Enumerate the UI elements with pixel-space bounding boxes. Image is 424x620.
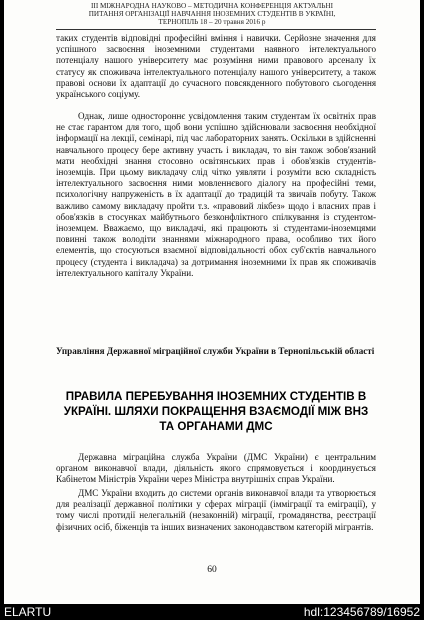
- repository-footer: [0, 604, 424, 620]
- body-paragraph-1: таких студентів відповідні професійні вміння і навички. Серйозне значення для успішного засвоєння іноземними студентами наявного інтелектуального потенціалу нашого університету має розуміння ними правового арсеналу їх статусу як споживача інтелектуального потенціалу нашого університету, а також правові основи їх адаптації до сучасного повсякденного побутового сьогодення українського соціуму.: [56, 33, 376, 100]
- author-affiliation: Управління Державної міграційної служби України в Тернопільській області: [56, 346, 375, 356]
- body-paragraph-2: Однак, лише одностороннє усвідомлення таким студентам їх освітніх прав не стає гарантом для того, щоб вони успішно здійснювали засвоєння необхідної інформації на лекції, семінарі, під час лабораторних занять. Оскільки в здійсненні навчального процесу бере активну участь і викладач, то він також зобов'язаний мати необхідні знання стосовно освітянських прав і обов'язків студентів-іноземців. При цьому викладачу слід чітко уявляти і розуміти всю складність інтелектуального засвоєння ними мовленнєвого діалогу на професійні теми, психологічну напруженість в їх адаптації до традицій та звичаїв побуту. Також важливо самому викладачу пройти т.з. «правовий лікбез» щодо і власних прав і обов'язків в стосунках майбутнього безконфліктного спілкування із студентом-іноземцем. Вважаємо, що викладачі, які працюють зі студентами-іноземцями повинні також володіти знаннями міжнародного права, особливо тих його елементів, що стосуються взаємної відповідальності обох суб'єктів навчального процесу (студента і викладача) за дотримання іноземними їх прав як споживачів інтелектуального капіталу України.: [56, 111, 376, 278]
- section-paragraph-1: Державна міграційна служба України (ДМС України) є центральним органом виконавчої влади, діяльність якого спрямовується і координується Кабінетом Міністрів України через Міністра внутрішніх справ України.: [56, 452, 376, 485]
- header-line-3: ТЕРНОПІЛЬ 18 – 20 травня 2016 р: [158, 18, 266, 27]
- header-line-1: ІІІ МІЖНАРОДНА НАУКОВО – МЕТОДИЧНА КОНФЕРЕНЦІЯ АКТУАЛЬНІ: [91, 2, 333, 10]
- article-title: ПРАВИЛА ПЕРЕБУВАННЯ ІНОЗЕМНИХ СТУДЕНТІВ В УКРАЇНІ. ШЛЯХИ ПОКРАЩЕННЯ ВЗАЄМОДІЇ МІЖ ВНЗ ТА ОРГАНАМИ ДМС: [63, 390, 369, 433]
- header-line-2: ПИТАННЯ ОРГАНІЗАЦІЇ НАВЧАННЯ ІНОЗЕМНИХ СТУДЕНТІВ В УКРАЇНІ,: [88, 10, 336, 19]
- document-page: [4, 0, 420, 604]
- handle-identifier: hdl:123456789/16952: [303, 605, 420, 619]
- section-paragraph-2: ДМС України входить до системи органів виконавчої влади та утворюється для реалізації державної політики у сферах міграції (імміграції та еміграції), у тому числі протидії нелегальній (незаконній) міграції, громадянства, реєстрації фізичних осіб, біженців та інших визначених законодавством категорій мігрантів.: [56, 488, 376, 532]
- header-divider: [56, 29, 376, 30]
- repository-name: ELARTU: [4, 605, 52, 619]
- page-number: 60: [207, 565, 217, 575]
- running-header: [4, 2, 420, 27]
